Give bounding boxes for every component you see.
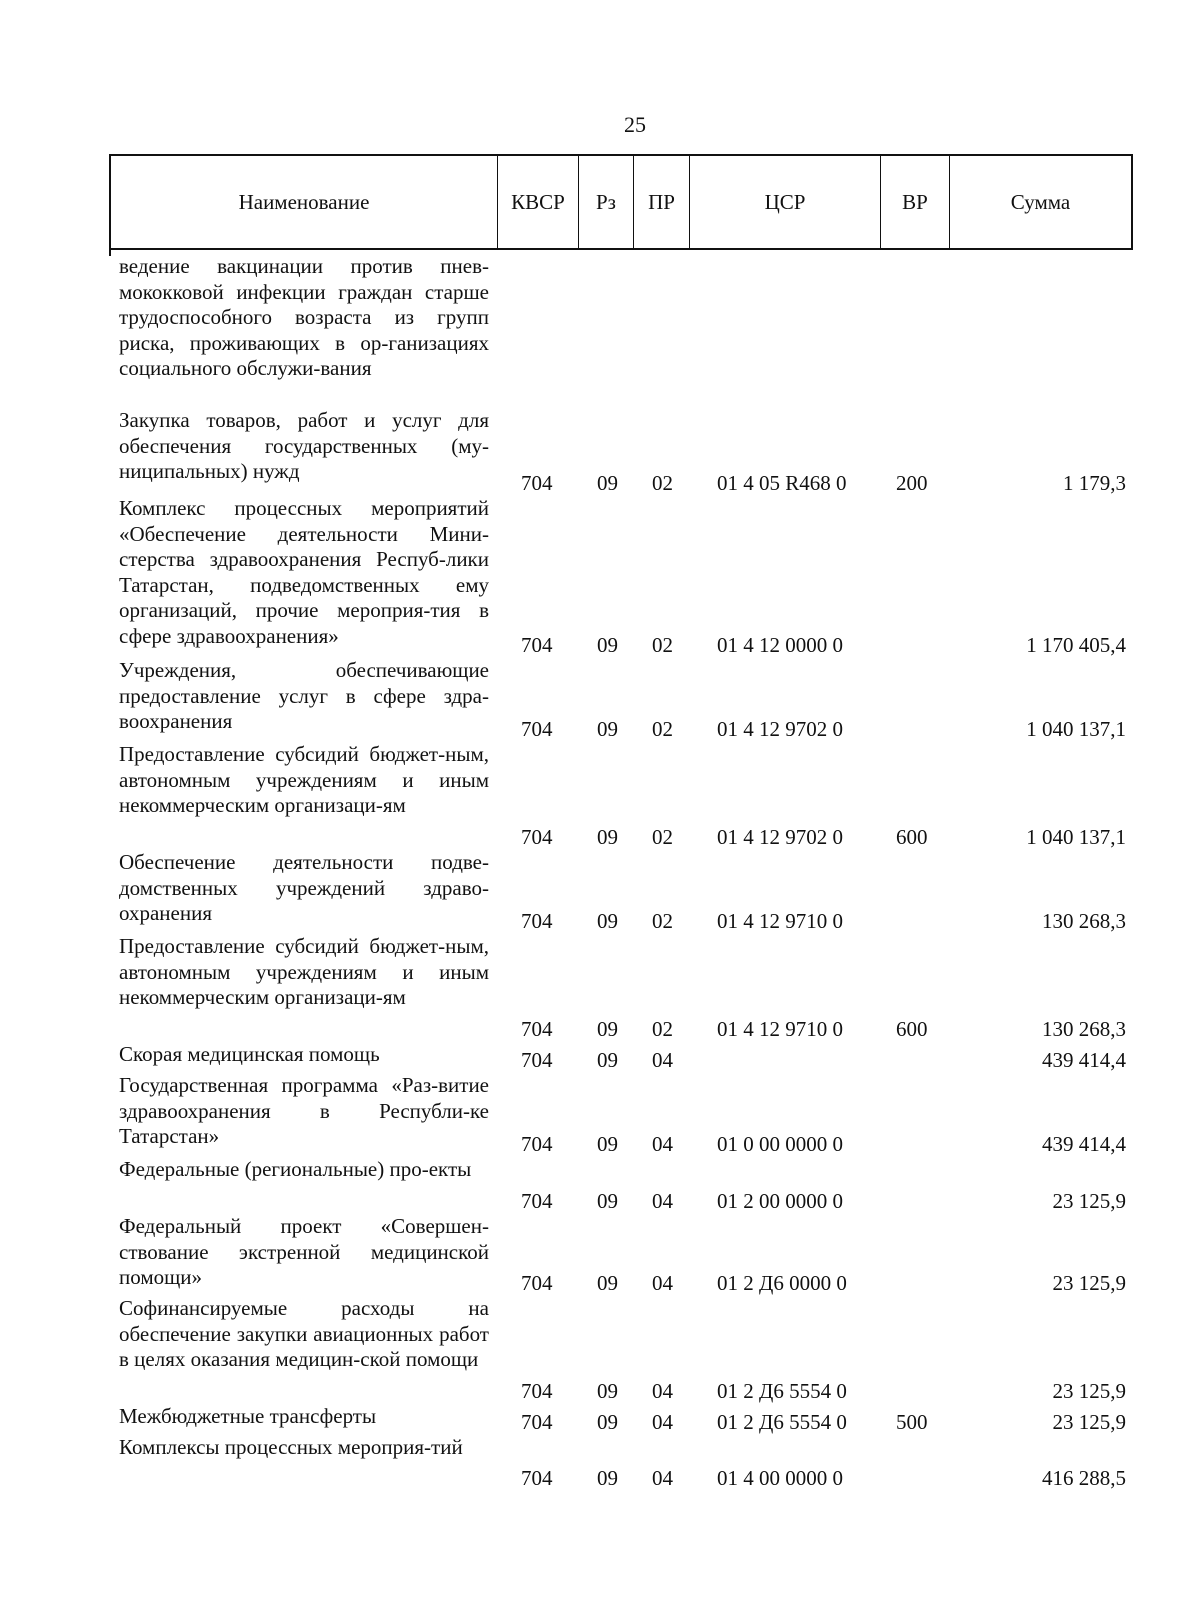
row-csr: 01 2 Д6 5554 0 xyxy=(717,1409,847,1434)
table-row xyxy=(0,408,1200,496)
row-pr: 04 xyxy=(652,1188,673,1213)
table-header xyxy=(109,154,1133,250)
row-kvsr: 704 xyxy=(521,632,553,657)
row-kvsr: 704 xyxy=(521,1047,553,1072)
row-name: ведение вакцинации против пнев-мококковой инфекции граждан старше трудоспособного возраста из групп риска, проживающих в ор-ганизациях социального обслужи-вания xyxy=(119,254,489,380)
table-row xyxy=(0,1435,1200,1491)
row-name: Закупка товаров, работ и услуг для обеспечения государственных (му-ниципальных) нужд xyxy=(119,408,489,483)
row-csr: 01 4 05 R468 0 xyxy=(717,470,847,495)
row-csr: 01 4 12 9702 0 xyxy=(717,716,843,741)
header-sum: Сумма xyxy=(1010,189,1071,214)
row-csr: 01 4 12 0000 0 xyxy=(717,632,843,657)
row-name: Софинансируемые расходы на обеспечение закупки авиационных работ в целях оказания медицин-ской помощи xyxy=(119,1296,489,1371)
table-body xyxy=(0,254,1200,1491)
row-pr: 02 xyxy=(652,632,673,657)
row-rz: 09 xyxy=(597,824,618,849)
table-row xyxy=(0,496,1200,658)
row-vr: 600 xyxy=(896,824,928,849)
row-rz: 09 xyxy=(597,470,618,495)
row-kvsr: 704 xyxy=(521,470,553,495)
header-rz: Рз xyxy=(579,156,634,248)
row-sum: 130 268,3 xyxy=(1042,908,1126,933)
row-csr: 01 4 12 9702 0 xyxy=(717,824,843,849)
row-rz: 09 xyxy=(597,1016,618,1041)
row-vr: 600 xyxy=(896,1016,928,1041)
header-vr: ВР xyxy=(881,156,950,248)
table-row xyxy=(0,1214,1200,1296)
row-rz: 09 xyxy=(597,632,618,657)
row-name: Федеральный проект «Совершен-ствование экстренной медицинской помощи» xyxy=(119,1214,489,1289)
row-rz: 09 xyxy=(597,1409,618,1434)
table-row xyxy=(0,658,1200,742)
row-sum: 439 414,4 xyxy=(1042,1047,1126,1072)
row-name: Предоставление субсидий бюджет-ным, автономным учреждениям и иным некоммерческим организаци-ям xyxy=(119,742,489,817)
header-name: Наименование xyxy=(111,156,498,248)
header-kvsr: КВСР xyxy=(498,156,579,248)
row-kvsr: 704 xyxy=(521,908,553,933)
row-rz: 09 xyxy=(597,1131,618,1156)
row-pr: 04 xyxy=(652,1409,673,1434)
row-rz: 09 xyxy=(597,1270,618,1295)
row-name: Комплекс процессных мероприятий «Обеспечение деятельности Мини-стерства здравоохранения Респуб-лики Татарстан, подведомственных ему организаций, прочие мероприя-тия в сфере здравоохранения» xyxy=(119,496,489,648)
row-name: Комплексы процессных мероприя-тий xyxy=(119,1435,463,1459)
row-sum: 23 125,9 xyxy=(1052,1378,1126,1403)
table-row xyxy=(0,934,1200,1042)
row-csr: 01 4 12 9710 0 xyxy=(717,1016,843,1041)
row-kvsr: 704 xyxy=(521,1270,553,1295)
table-row xyxy=(0,1157,1200,1214)
row-name: Обеспечение деятельности подве-домственных учреждений здраво-охранения xyxy=(119,850,489,925)
row-rz: 09 xyxy=(597,1188,618,1213)
row-kvsr: 704 xyxy=(521,716,553,741)
row-sum: 130 268,3 xyxy=(1042,1016,1126,1041)
row-name: Предоставление субсидий бюджет-ным, автономным учреждениям и иным некоммерческим организаци-ям xyxy=(119,934,489,1009)
row-pr: 04 xyxy=(652,1131,673,1156)
row-pr: 04 xyxy=(652,1270,673,1295)
row-kvsr: 704 xyxy=(521,1016,553,1041)
row-pr: 04 xyxy=(652,1378,673,1403)
row-sum: 23 125,9 xyxy=(1052,1188,1126,1213)
row-rz: 09 xyxy=(597,908,618,933)
table-row xyxy=(0,1073,1200,1157)
page-number: 25 xyxy=(624,112,646,137)
row-csr: 01 4 00 0000 0 xyxy=(717,1465,843,1490)
row-csr: 01 2 00 0000 0 xyxy=(717,1188,843,1213)
row-sum: 23 125,9 xyxy=(1052,1270,1126,1295)
row-rz: 09 xyxy=(597,716,618,741)
table-row xyxy=(0,1296,1200,1404)
row-kvsr: 704 xyxy=(521,1131,553,1156)
row-csr: 01 2 Д6 5554 0 xyxy=(717,1378,847,1403)
row-name: Государственная программа «Раз-витие здравоохранения в Республи-ке Татарстан» xyxy=(119,1073,489,1148)
row-kvsr: 704 xyxy=(521,824,553,849)
row-name: Скорая медицинская помощь xyxy=(119,1042,380,1066)
row-sum: 1 179,3 xyxy=(1063,470,1126,495)
row-kvsr: 704 xyxy=(521,1378,553,1403)
row-pr: 02 xyxy=(652,908,673,933)
row-vr: 500 xyxy=(896,1409,928,1434)
header-csr: ЦСР xyxy=(690,156,881,248)
row-csr: 01 2 Д6 0000 0 xyxy=(717,1270,847,1295)
table-row xyxy=(0,742,1200,850)
row-pr: 04 xyxy=(652,1465,673,1490)
row-sum: 416 288,5 xyxy=(1042,1465,1126,1490)
row-rz: 09 xyxy=(597,1047,618,1072)
row-pr: 02 xyxy=(652,470,673,495)
row-pr: 02 xyxy=(652,824,673,849)
row-sum: 1 040 137,1 xyxy=(1026,716,1126,741)
row-kvsr: 704 xyxy=(521,1409,553,1434)
row-vr: 200 xyxy=(896,470,928,495)
row-sum: 23 125,9 xyxy=(1052,1409,1126,1434)
row-sum: 1 170 405,4 xyxy=(1026,632,1126,657)
table-row xyxy=(0,850,1200,934)
row-pr: 02 xyxy=(652,716,673,741)
row-name: Учреждения, обеспечивающие предоставление услуг в сфере здра-воохранения xyxy=(119,658,489,733)
row-sum: 1 040 137,1 xyxy=(1026,824,1126,849)
row-kvsr: 704 xyxy=(521,1465,553,1490)
row-kvsr: 704 xyxy=(521,1188,553,1213)
row-csr: 01 0 00 0000 0 xyxy=(717,1131,843,1156)
table-row xyxy=(0,1404,1200,1435)
row-rz: 09 xyxy=(597,1378,618,1403)
row-rz: 09 xyxy=(597,1465,618,1490)
table-row xyxy=(0,254,1200,408)
row-pr: 04 xyxy=(652,1047,673,1072)
header-pr: ПР xyxy=(634,156,690,248)
row-name: Межбюджетные трансферты xyxy=(119,1404,377,1428)
row-sum: 439 414,4 xyxy=(1042,1131,1126,1156)
row-pr: 02 xyxy=(652,1016,673,1041)
table-row xyxy=(0,1042,1200,1073)
row-name: Федеральные (региональные) про-екты xyxy=(119,1157,472,1181)
row-csr: 01 4 12 9710 0 xyxy=(717,908,843,933)
